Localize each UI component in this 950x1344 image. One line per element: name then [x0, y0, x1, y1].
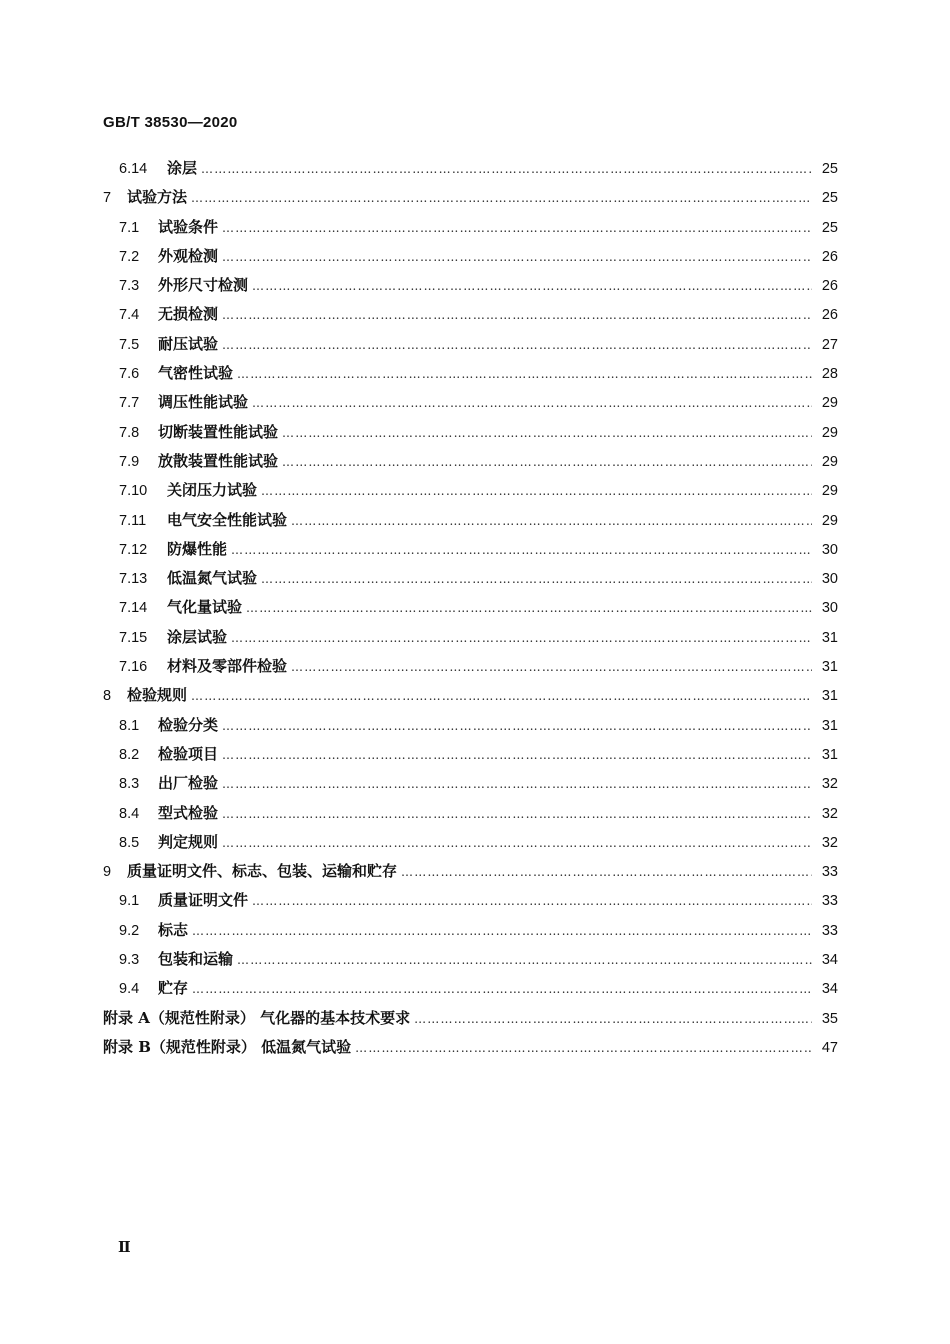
toc-dot-leader: [192, 975, 812, 1004]
table-of-contents: [103, 154, 838, 1062]
toc-dot-leader: [291, 653, 812, 682]
toc-entry[interactable]: [103, 476, 838, 505]
toc-entry[interactable]: [103, 388, 838, 417]
toc-entry-page: 34: [821, 952, 838, 969]
toc-entry-page: 29: [821, 424, 838, 441]
toc-entry[interactable]: [103, 886, 838, 915]
toc-dot-leader: [222, 214, 812, 243]
toc-appendix-entry[interactable]: [103, 1004, 838, 1033]
toc-entry[interactable]: [103, 242, 838, 271]
toc-entry[interactable]: [103, 681, 838, 710]
toc-entry-title: 附录 B（规范性附录） 低温氮气试验: [103, 1037, 352, 1056]
toc-dot-leader: [246, 594, 812, 623]
toc-entry-page: 29: [821, 395, 838, 412]
toc-entry-number: 8.5: [119, 834, 140, 851]
toc-entry-number: 7.5: [119, 336, 140, 353]
toc-entry-number: 8.3: [119, 776, 140, 793]
toc-entry-page: 25: [821, 219, 838, 236]
toc-appendix-entry[interactable]: [103, 1033, 838, 1062]
toc-dot-leader: [237, 360, 812, 389]
toc-dot-leader: [282, 448, 812, 477]
toc-entry[interactable]: [103, 154, 838, 183]
toc-dot-leader: [222, 741, 812, 770]
toc-entry[interactable]: [103, 447, 838, 476]
toc-entry-title: 出厂检验: [158, 774, 219, 793]
toc-entry[interactable]: [103, 593, 838, 622]
toc-entry-number: 7.9: [119, 453, 140, 470]
toc-dot-leader: [252, 389, 812, 418]
toc-entry-page: 34: [821, 981, 838, 998]
toc-dot-leader: [261, 477, 812, 506]
toc-entry-title: 无损检测: [158, 305, 219, 324]
toc-entry-title: 气密性试验: [158, 364, 234, 383]
toc-entry-page: 32: [821, 834, 838, 851]
toc-dot-leader: [191, 184, 812, 213]
toc-entry-page: 31: [821, 688, 838, 705]
toc-dot-leader: [282, 419, 812, 448]
toc-entry-page: 25: [821, 161, 838, 177]
toc-entry-number: 7.6: [119, 366, 140, 383]
toc-entry-title: 涂层: [167, 159, 198, 177]
toc-entry-page: 32: [821, 776, 838, 793]
toc-dot-leader: [231, 536, 812, 565]
toc-dot-leader: [355, 1034, 812, 1063]
toc-entry-number: 7.12: [119, 541, 148, 558]
toc-entry-page: 35: [821, 1010, 838, 1027]
toc-entry-page: 30: [821, 541, 838, 558]
toc-entry-number: 7.2: [119, 248, 140, 265]
toc-entry[interactable]: [103, 506, 838, 535]
toc-entry-page: 28: [821, 366, 838, 383]
toc-entry-title: 包装和运输: [158, 950, 234, 969]
toc-entry-page: 29: [821, 483, 838, 500]
toc-dot-leader: [222, 301, 812, 330]
toc-dot-leader: [261, 565, 812, 594]
toc-entry[interactable]: [103, 711, 838, 740]
toc-dot-leader: [192, 917, 812, 946]
toc-entry-page: 33: [821, 893, 838, 910]
toc-entry-number: 7.4: [119, 307, 140, 324]
toc-entry-number: 7.7: [119, 395, 140, 412]
toc-entry[interactable]: [103, 183, 838, 212]
toc-entry-number: 7.14: [119, 600, 148, 617]
toc-entry-page: 27: [821, 336, 838, 353]
toc-dot-leader: [222, 800, 812, 829]
toc-entry-number: 8: [103, 688, 112, 705]
toc-entry-page: 31: [821, 717, 838, 734]
toc-dot-leader: [291, 507, 812, 536]
toc-entry-title: 电气安全性能试验: [167, 510, 288, 529]
toc-entry-number: 7.15: [119, 629, 148, 646]
toc-entry-page: 33: [821, 864, 838, 881]
toc-entry-number: 9.2: [119, 922, 140, 939]
toc-entry[interactable]: [103, 916, 838, 945]
toc-entry-page: 25: [821, 190, 838, 207]
toc-entry-title: 标志: [158, 920, 189, 939]
toc-entry[interactable]: [103, 418, 838, 447]
toc-entry[interactable]: [103, 652, 838, 681]
toc-entry[interactable]: [103, 535, 838, 564]
toc-entry-page: 26: [821, 307, 838, 324]
toc-entry-title: 涂层试验: [167, 627, 228, 646]
toc-entry-page: 29: [821, 453, 838, 470]
toc-entry-number: 7.10: [119, 483, 148, 500]
toc-entry-number: 7.16: [119, 659, 148, 676]
toc-entry-title: 型式检验: [158, 803, 219, 822]
toc-entry-number: 8.1: [119, 717, 140, 734]
toc-entry[interactable]: [103, 974, 838, 1003]
toc-entry-page: 31: [821, 629, 838, 646]
toc-entry-title: 检验分类: [158, 715, 219, 734]
toc-entry[interactable]: [103, 828, 838, 857]
toc-entry-title: 贮存: [158, 979, 189, 998]
toc-entry-page: 29: [821, 512, 838, 529]
toc-entry-title: 试验方法: [127, 188, 188, 207]
toc-entry-number: 7.3: [119, 278, 140, 295]
toc-entry-title: 放散装置性能试验: [158, 451, 279, 470]
toc-entry-title: 质量证明文件、标志、包装、运输和贮存: [127, 862, 398, 881]
toc-entry-title: 耐压试验: [158, 334, 219, 353]
toc-entry[interactable]: [103, 359, 838, 388]
toc-dot-leader: [222, 243, 812, 272]
toc-entry-title: 检验项目: [158, 744, 219, 763]
toc-dot-leader: [231, 624, 812, 653]
toc-entry-page: 31: [821, 659, 838, 676]
toc-entry-title: 防爆性能: [167, 539, 228, 558]
toc-entry-title: 关闭压力试验: [167, 481, 258, 500]
toc-entry[interactable]: [103, 300, 838, 329]
toc-entry-page: 33: [821, 922, 838, 939]
toc-entry-number: 7.1: [119, 219, 140, 236]
toc-entry-title: 外形尺寸检测: [158, 276, 249, 295]
toc-entry-page: 26: [821, 248, 838, 265]
toc-entry-title: 气化量试验: [167, 598, 243, 617]
toc-entry-title: 检验规则: [127, 686, 188, 705]
toc-dot-leader: [252, 887, 812, 916]
toc-entry-number: 9.3: [119, 952, 140, 969]
toc-entry-page: 30: [821, 600, 838, 617]
toc-entry-page: 32: [821, 805, 838, 822]
toc-entry-title: 切断装置性能试验: [158, 422, 279, 441]
toc-entry-title: 材料及零部件检验: [167, 657, 288, 676]
toc-entry[interactable]: [103, 945, 838, 974]
page-number-footer: Ⅱ: [118, 1238, 131, 1256]
toc-entry-number: 7.13: [119, 571, 148, 588]
toc-entry[interactable]: [103, 623, 838, 652]
standard-code-header: GB/T 38530—2020: [103, 114, 238, 131]
toc-entry-number: 6.14: [119, 161, 148, 177]
toc-entry-title: 判定规则: [158, 832, 219, 851]
toc-entry[interactable]: [103, 799, 838, 828]
toc-entry-title: 质量证明文件: [158, 891, 249, 910]
toc-entry-page: 26: [821, 278, 838, 295]
toc-entry[interactable]: [103, 213, 838, 242]
toc-entry[interactable]: [103, 769, 838, 798]
toc-entry-number: 9.1: [119, 893, 140, 910]
toc-entry-page: 30: [821, 571, 838, 588]
toc-dot-leader: [252, 272, 812, 301]
toc-entry-number: 8.4: [119, 805, 140, 822]
toc-entry[interactable]: [103, 330, 838, 359]
toc-entry-title: 附录 A（规范性附录） 气化器的基本技术要求: [103, 1008, 411, 1027]
toc-entry[interactable]: [103, 740, 838, 769]
toc-entry-title: 调压性能试验: [158, 393, 249, 412]
toc-entry-number: 9.4: [119, 981, 140, 998]
toc-dot-leader: [201, 155, 812, 184]
toc-entry[interactable]: [103, 271, 838, 300]
toc-dot-leader: [401, 858, 812, 887]
toc-dot-leader: [414, 1005, 812, 1034]
toc-dot-leader: [191, 682, 812, 711]
toc-entry[interactable]: [103, 564, 838, 593]
toc-entry-title: 外观检测: [158, 246, 219, 265]
toc-dot-leader: [222, 770, 812, 799]
toc-entry[interactable]: [103, 857, 838, 886]
toc-entry-number: 7.11: [119, 512, 147, 529]
toc-dot-leader: [222, 712, 812, 741]
toc-dot-leader: [222, 331, 812, 360]
toc-entry-title: 试验条件: [158, 217, 219, 236]
toc-dot-leader: [237, 946, 812, 975]
toc-dot-leader: [222, 829, 812, 858]
toc-entry-title: 低温氮气试验: [167, 569, 258, 588]
toc-entry-number: 7: [103, 190, 112, 207]
toc-entry-page: 31: [821, 746, 838, 763]
toc-entry-number: 8.2: [119, 746, 140, 763]
toc-entry-page: 47: [821, 1039, 838, 1056]
toc-entry-number: 9: [103, 864, 112, 881]
toc-entry-number: 7.8: [119, 424, 140, 441]
